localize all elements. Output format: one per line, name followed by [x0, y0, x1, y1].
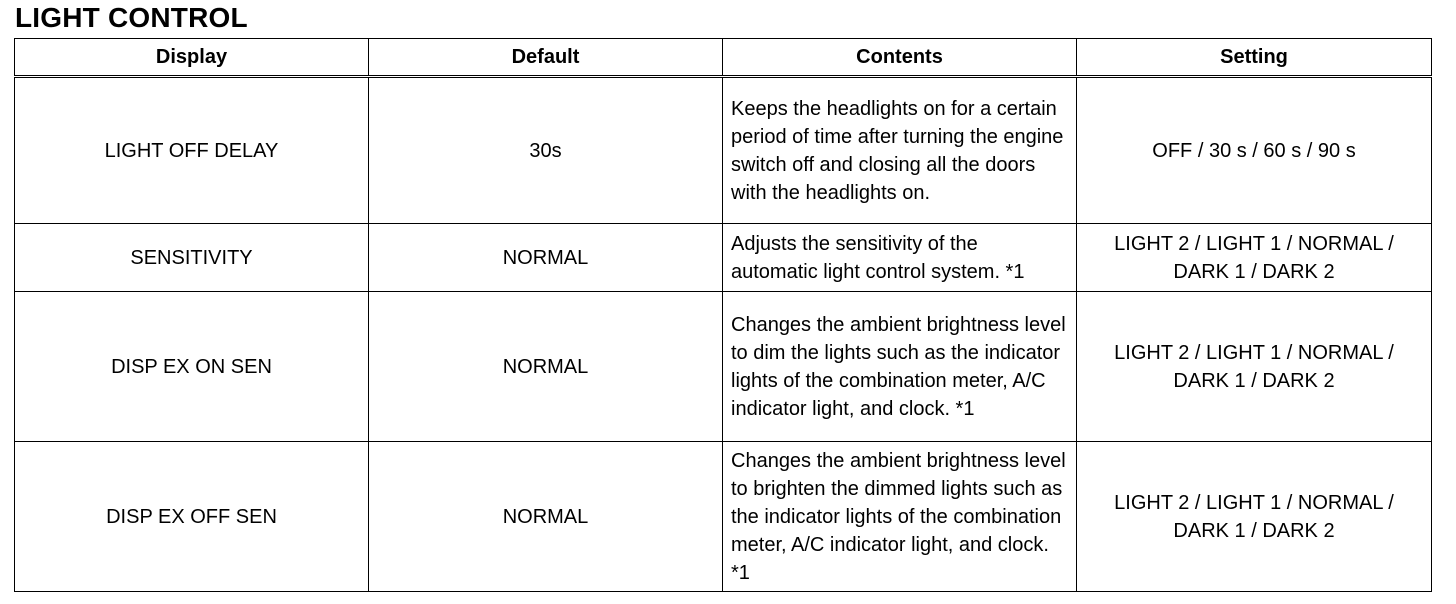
cell-contents: Changes the ambient brightness level to dim the lights such as the indicator lights of the combination meter, A/C indicator light, and clock. *1	[723, 292, 1077, 442]
cell-default: 30s	[369, 77, 723, 224]
cell-default: NORMAL	[369, 224, 723, 292]
cell-contents: Adjusts the sensitivity of the automatic light control system. *1	[723, 224, 1077, 292]
cell-setting: LIGHT 2 / LIGHT 1 / NORMAL / DARK 1 / DARK 2	[1077, 224, 1432, 292]
cell-default: NORMAL	[369, 292, 723, 442]
table-row	[15, 224, 1432, 292]
header-contents: Contents	[723, 39, 1077, 77]
header-row	[15, 39, 1432, 77]
cell-contents: Changes the ambient brightness level to brighten the dimmed lights such as the indicator lights of the combination meter, A/C indicator light, and clock. *1	[723, 442, 1077, 592]
table-body	[15, 77, 1432, 592]
cell-setting: LIGHT 2 / LIGHT 1 / NORMAL / DARK 1 / DARK 2	[1077, 442, 1432, 592]
cell-display: DISP EX ON SEN	[15, 292, 369, 442]
table-row	[15, 292, 1432, 442]
cell-contents: Keeps the headlights on for a certain period of time after turning the engine switch off and closing all the doors with the headlights on.	[723, 77, 1077, 224]
light-control-table	[14, 38, 1432, 592]
table-header	[15, 39, 1432, 77]
cell-setting: LIGHT 2 / LIGHT 1 / NORMAL / DARK 1 / DARK 2	[1077, 292, 1432, 442]
cell-default: NORMAL	[369, 442, 723, 592]
table-row	[15, 442, 1432, 592]
cell-display: DISP EX OFF SEN	[15, 442, 369, 592]
cell-display: LIGHT OFF DELAY	[15, 77, 369, 224]
cell-display: SENSITIVITY	[15, 224, 369, 292]
header-display: Display	[15, 39, 369, 77]
header-setting: Setting	[1077, 39, 1432, 77]
header-default: Default	[369, 39, 723, 77]
table-row	[15, 77, 1432, 224]
cell-setting: OFF / 30 s / 60 s / 90 s	[1077, 77, 1432, 224]
page-title: LIGHT CONTROL	[15, 2, 248, 33]
